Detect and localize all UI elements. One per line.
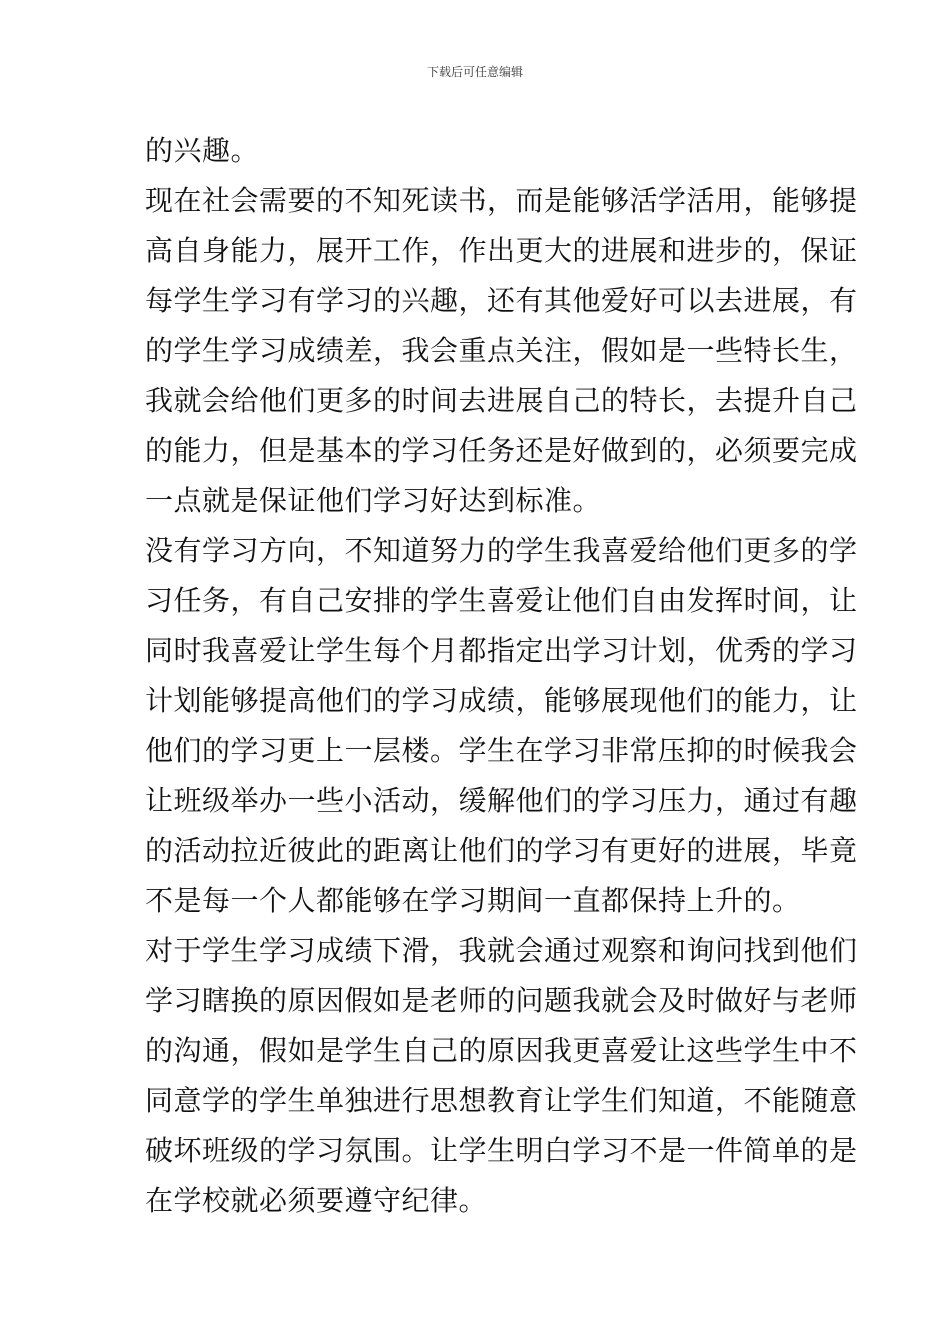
document-body (145, 126, 858, 1226)
page-header: 下载后可任意编辑 (426, 65, 523, 79)
text-line: 现在社会需要的不知死读书，而是能够活学活用，能够提 (145, 184, 858, 217)
text-line: 没有学习方向，不知道努力的学生我喜爱给他们更多的学 (145, 534, 858, 567)
text-line: 的能力，但是基本的学习任务还是好做到的，必须要完成 (145, 434, 858, 467)
text-line: 学习瞎换的原因假如是老师的问题我就会及时做好与老师 (145, 984, 858, 1017)
text-line: 的沟通，假如是学生自己的原因我更喜爱让这些学生中不 (145, 1034, 858, 1067)
text-line: 一点就是保证他们学习好达到标准。 (145, 484, 602, 517)
text-line: 计划能够提高他们的学习成绩，能够展现他们的能力，让 (145, 684, 858, 717)
text-line: 在学校就必须要遵守纪律。 (145, 1184, 488, 1217)
text-line: 高自身能力，展开工作，作出更大的进展和进步的，保证 (145, 234, 858, 267)
text-line: 对于学生学习成绩下滑，我就会通过观察和询问找到他们 (145, 934, 858, 967)
text-line: 让班级举办一些小活动，缓解他们的学习压力，通过有趣 (145, 784, 858, 817)
text-line: 的学生学习成绩差，我会重点关注，假如是一些特长生， (145, 334, 858, 367)
text-line: 同意学的学生单独进行思想教育让学生们知道，不能随意 (145, 1084, 858, 1117)
text-line: 他们的学习更上一层楼。学生在学习非常压抑的时候我会 (145, 734, 858, 767)
text-line: 习任务，有自己安排的学生喜爱让他们自由发挥时间，让 (145, 584, 858, 617)
text-line: 的兴趣。 (145, 134, 260, 167)
text-line: 同时我喜爱让学生每个月都指定出学习计划，优秀的学习 (145, 634, 858, 667)
text-line: 不是每一个人都能够在学习期间一直都保持上升的。 (145, 884, 801, 917)
text-line: 我就会给他们更多的时间去进展自己的特长，去提升自己 (145, 384, 858, 417)
text-line: 的活动拉近彼此的距离让他们的学习有更好的进展，毕竟 (145, 834, 858, 867)
text-line: 破坏班级的学习氛围。让学生明白学习不是一件简单的是 (145, 1134, 858, 1167)
text-line: 每学生学习有学习的兴趣，还有其他爱好可以去进展，有 (145, 284, 858, 317)
